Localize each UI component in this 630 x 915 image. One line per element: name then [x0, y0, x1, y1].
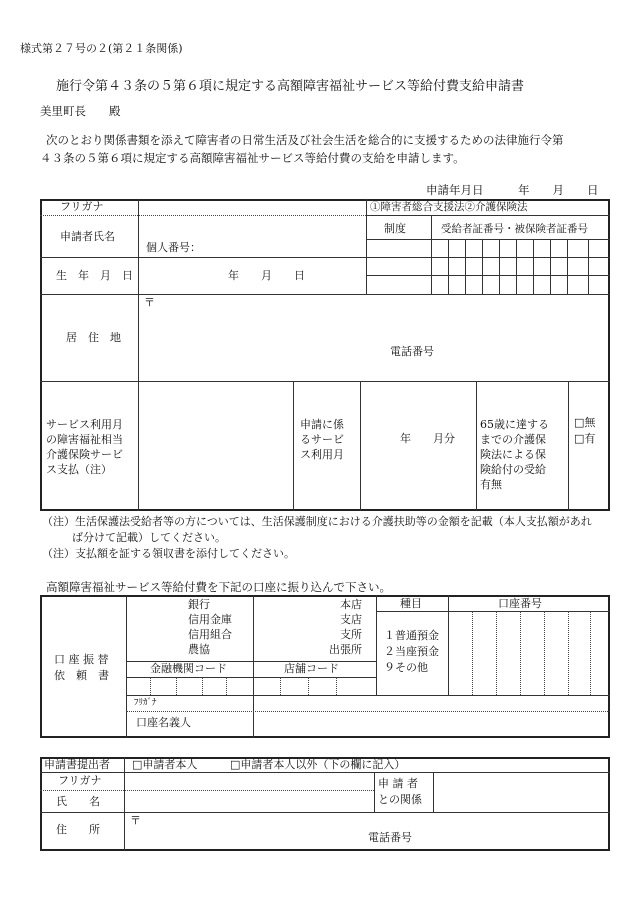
application-date[interactable]: 申請年月日 年 月 日 — [426, 183, 599, 197]
addressee: 美里町長 殿 — [40, 104, 121, 118]
phone-label: 電話番号 — [390, 345, 434, 358]
service-month-value[interactable]: 年 月分 — [400, 432, 455, 445]
account-number-label: 口座番号 — [498, 597, 542, 610]
bank-code-label: 金融機関コード — [150, 662, 227, 675]
recipient-number-label: 受給者証番号・被保険者証番号 — [441, 223, 588, 235]
birth-value[interactable]: 年 月 日 — [228, 269, 305, 282]
account-types[interactable]: １普通預金 ２当座預金 ９その他 — [384, 629, 439, 674]
insurance-law-label: ①障害者総合支援法②介護保険法 — [370, 201, 528, 213]
system-label: 制度 — [384, 222, 406, 235]
note-1-line-1: （注）生活保護法受給者等の方については、生活保護制度における介護扶助等の金額を記載（本人支払額があれ — [42, 515, 592, 528]
account-type-label: 種目 — [400, 597, 422, 610]
submitter-other-option[interactable]: □申請者本人以外（下の欄に記入） — [230, 758, 406, 771]
page-title: 施行令第４３条の５第６項に規定する高額障害福祉サービス等給付費支給申請書 — [56, 79, 525, 94]
furigana-label: フリガナ — [60, 200, 104, 213]
bank-section-label: 口 座 振 替 依 頼 書 — [54, 653, 109, 682]
bank-instruction: 高額障害福祉サービス等給付費を下記の口座に振り込んで下さい。 — [46, 580, 391, 594]
postal-mark: 〒 — [144, 296, 155, 309]
personal-number-label[interactable]: 個人番号： — [146, 241, 201, 254]
submitter-postal-mark: 〒 — [130, 814, 141, 827]
branch-code-label: 店舗コード — [284, 662, 339, 675]
holder-label: 口座名義人 — [136, 716, 191, 729]
relation-label: 申 請 者 との関係 — [378, 777, 422, 806]
service-payment-label: サービス利用月 の障害福祉相当 介護保険サービ ス支払（注） — [46, 418, 123, 476]
form-number: 様式第２７号の２(第２１条関係) — [20, 42, 183, 55]
intro-line-1: 次のとおり関係書類を添えて障害者の日常生活及び社会生活を総合的に支援するための法律施行令第 — [46, 133, 564, 147]
branch-types[interactable]: 本店 支店 支所 出張所 — [329, 598, 362, 656]
submitter-phone-label: 電話番号 — [368, 831, 412, 844]
note-1-line-2: ば分けて記載）してください。 — [72, 531, 226, 544]
checkbox-none[interactable]: □無 — [574, 416, 596, 429]
submitter-address-label: 住 所 — [56, 823, 100, 836]
institution-types[interactable]: 銀行 信用金庫 信用組合 農協 — [188, 598, 232, 656]
service-month-label: 申請に係 るサービ ス利用月 — [300, 418, 344, 461]
submitter-self-option[interactable]: □申請者本人 — [132, 758, 198, 771]
checkbox-yes[interactable]: □有 — [574, 432, 596, 445]
address-label: 居 住 地 — [66, 331, 121, 344]
applicant-name-label: 申請者氏名 — [60, 230, 115, 243]
age65-benefit-label: 65歳に達する までの介護保 険法による保 険給付の受給 有無 — [480, 418, 549, 491]
submitter-furigana-label: フリガナ — [58, 774, 102, 787]
holder-furigana-label: ﾌﾘｶﾞﾅ — [134, 698, 157, 708]
birth-label: 生 年 月 日 — [56, 269, 133, 282]
submitter-name-label: 氏 名 — [56, 795, 100, 808]
intro-line-2: ４３条の５第６項に規定する高額障害福祉サービス等給付費の支給を申請します。 — [40, 151, 465, 165]
note-2: （注）支払額を証する領収書を添付してください。 — [42, 547, 295, 560]
submitter-label: 申請書提出者 — [44, 758, 110, 771]
